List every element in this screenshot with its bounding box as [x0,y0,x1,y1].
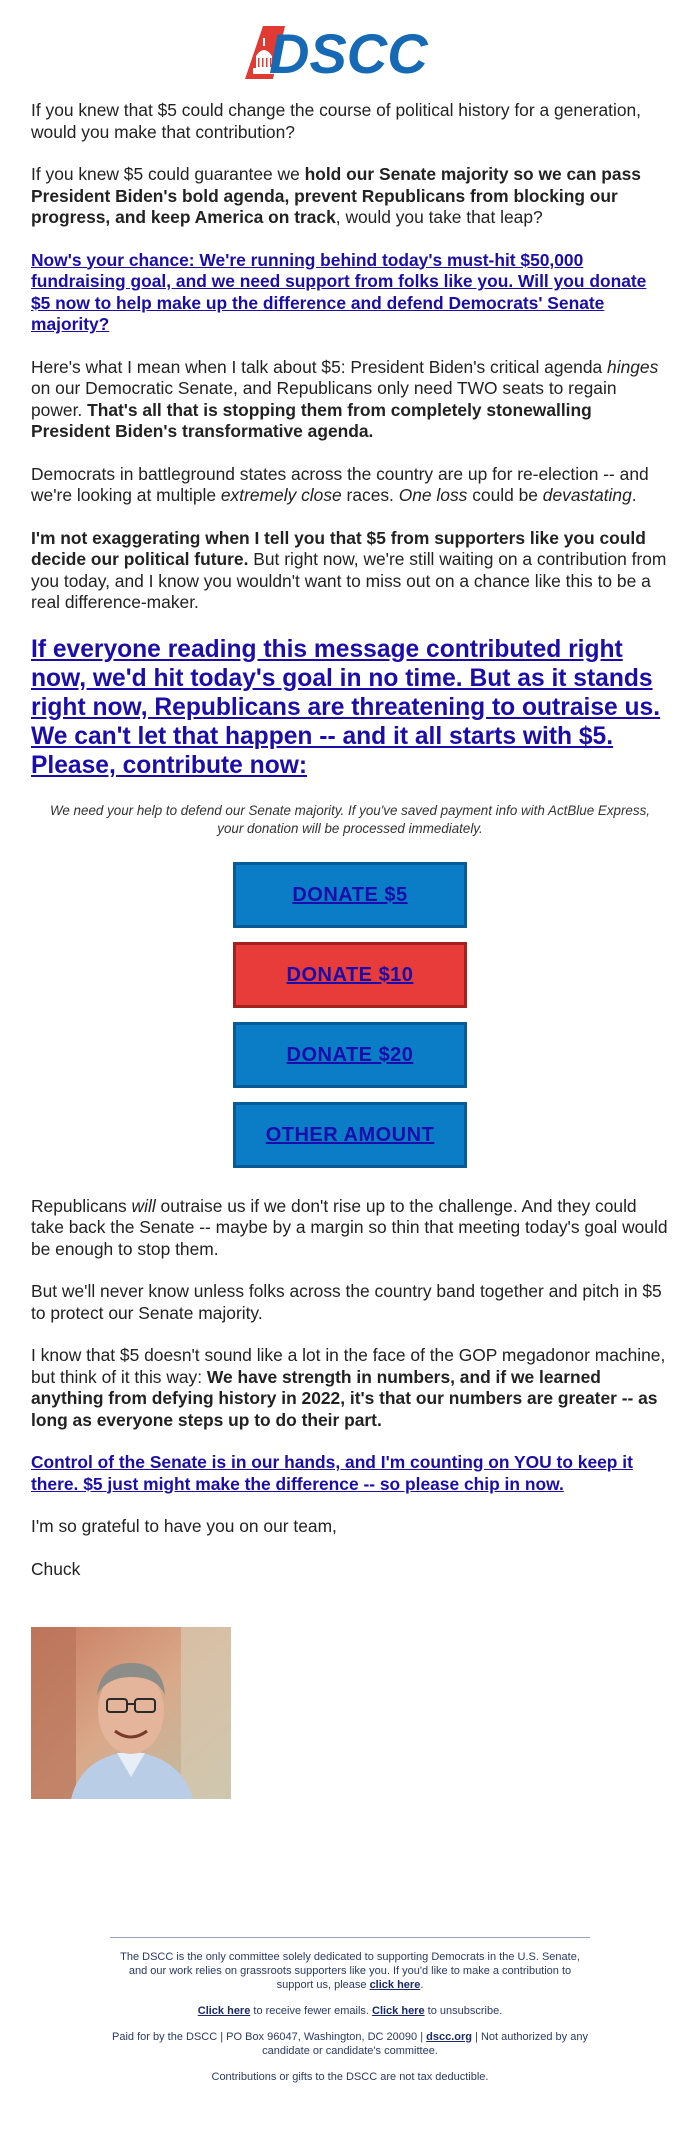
footer-email-prefs: Click here to receive fewer emails. Click here to unsubscribe. [197,2005,503,2017]
paragraph-intro: If you knew that $5 could change the course of political history for a generation, would you make that contribution? [31,100,642,142]
paragraph-grateful: I'm so grateful to have you on our team, [31,1516,337,1536]
paragraph-megadonor: I know that $5 doesn't sound like a lot in the face of the GOP megadonor machine, but think of it this way: We have strength in numbers, and if we learned anything from defying history in 2022, it's that our numbers are greater -- as long as everyone steps up to do their part. [31,1345,666,1430]
fewer-emails-link[interactable]: Click here [197,2005,251,2017]
donate-5-button[interactable]: DONATE $5 [233,862,467,928]
contribute-link[interactable]: click here [369,1979,421,1991]
dscc-site-link[interactable]: dscc.org [426,2031,472,2043]
footer-tax-note: Contributions or gifts to the DSCC are not tax deductible. [211,2071,489,2083]
paragraph-agenda: Here's what I mean when I talk about $5: President Biden's critical agenda hinges on our Democratic Senate, and Republicans only need TWO seats to regain power. That's all that is stopping them from completely stonewalling President Biden's transformative agenda. [31,356,659,441]
actblue-note: We need your help to defend our Senate majority. If you've saved payment info with ActBlue Express, your donation will be processed immediately. [49,802,650,836]
paragraph-band-together: But we'll never know unless folks across the country band together and pitch in $5 to protect our Senate majority. [31,1281,662,1323]
other-amount-button[interactable]: OTHER AMOUNT [233,1102,467,1168]
donate-10-button[interactable]: DONATE $10 [233,942,467,1008]
dscc-logo [243,24,458,80]
unsubscribe-link[interactable]: Click here [372,2005,425,2017]
paragraph-exaggerating: I'm not exaggerating when I tell you that $5 from supporters like you could decide our political future. But right now, we're still waiting on a contribution from you today, and I know you wouldn't want to miss out on a chance like this to be a real difference-maker. [31,527,667,612]
signature: Chuck [31,1558,81,1579]
donate-link-1[interactable]: Now's your chance: We're running behind today's must-hit $50,000 fundraising goal, and we need support from folks like you. Will you donate $5 now to help make up the difference and defend Democrats' Senate majority? [31,249,647,334]
donate-link-big[interactable]: If everyone reading this message contributed right now, we'd hit today's goal in no time. But as it stands right now, Republicans are threatening to outraise us. We can't let that happen -- and it all starts with $5. Please, contribute now: [31,635,661,779]
footer-paid-for: Paid for by the DSCC | PO Box 96047, Washington, DC 20090 | dscc.org | Not authorized by any candidate or candidate's committee. [112,2031,588,2057]
donate-20-button[interactable]: DONATE $20 [233,1022,467,1088]
footer-about: The DSCC is the only committee solely dedicated to supporting Democrats in the U.S. Senate, and our work relies on grassroots supporters like you. If you'd like to make a contribution to support us, please click here. [120,1951,580,1991]
footer-divider [110,1937,590,1938]
footer [110,1937,590,2096]
paragraph-outraise: Republicans will outraise us if we don't rise up to the challenge. And they could take back the Senate -- maybe by a margin so thin that meeting today's goal would be enough to stop them. [31,1195,668,1259]
chuck-photo [31,1627,231,1799]
donate-link-2[interactable]: Control of the Senate is in our hands, and I'm counting on YOU to keep it there. $5 just might make the difference -- so please chip in now. [31,1452,633,1494]
email-body [31,100,669,1601]
logo-text: DSCC [269,24,428,80]
paragraph-guarantee: If you knew $5 could guarantee we hold our Senate majority so we can pass President Biden's bold agenda, prevent Republicans from blocking our progress, and keep America on track, would you take that leap? [31,164,641,227]
paragraph-battleground: Democrats in battleground states across the country are up for re-election -- and we're looking at multiple extremely close races. One loss could be devastating. [31,463,649,505]
